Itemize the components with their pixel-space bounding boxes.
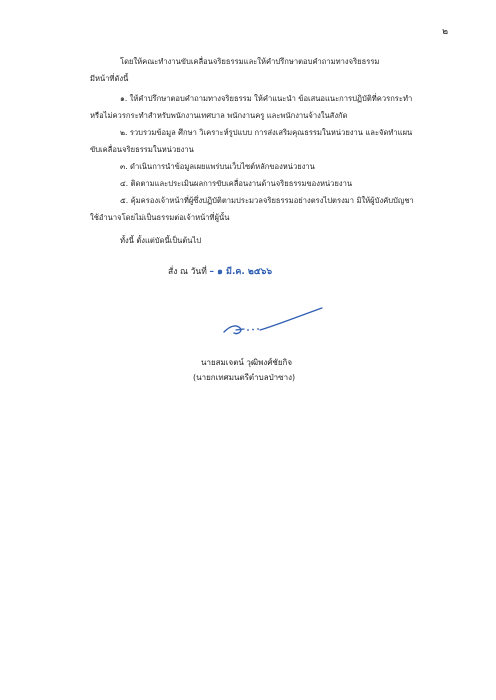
duty-1-line-2: หรือไม่ควรกระทำสำหรับพนักงานเทศบาล พนักงานครู และพนักงานจ้างในสังกัด xyxy=(90,111,348,120)
duty-2-line-2: ขับเคลื่อนจริยธรรมในหน่วยงาน xyxy=(90,145,194,154)
page-number: ๒ xyxy=(442,27,448,37)
signer-title: (นายกเทศมนตรีตำบลป่าซาง) xyxy=(193,373,296,382)
duty-4-line-1: ๔. ติดตามและประเมินผลการขับเคลื่อนงานด้านจริยธรรมของหน่วยงาน xyxy=(120,179,353,188)
intro-line-1: โดยให้คณะทำงานขับเคลื่อนจริยธรรมและให้คำปรึกษาตอบคำถามทางจริยธรรม xyxy=(120,57,380,66)
intro-line-2: มีหน้าที่ดังนี้ xyxy=(90,74,129,83)
signer-name: นายสมเจตน์ วุฒิพงศ์ชัยกิจ xyxy=(201,358,293,367)
duty-2-line-1: ๒. รวบรวมข้อมูล ศึกษา วิเคราะห์รูปแบบ การส่งเสริมคุณธรรมในหน่วยงาน และจัดทำแผน xyxy=(120,128,413,137)
signed-prefix: สั่ง ณ วันที่ xyxy=(168,267,207,277)
order-body xyxy=(90,56,450,246)
handwritten-signature xyxy=(210,304,330,344)
signed-date: – ๑ มี.ค. ๒๕๖๖ xyxy=(209,267,273,277)
duty-5-line-1: ๕. คุ้มครองเจ้าหน้าที่ผู้ซึ่งปฏิบัติตามประมวลจริยธรรมอย่างตรงไปตรงมา มิให้ผู้บังคับบัญชา xyxy=(120,196,414,205)
duty-3-line-1: ๓. ดำเนินการนำข้อมูลเผยแพร่บนเว็บไซต์หลักของหน่วยงาน xyxy=(120,162,315,171)
signed-date-line xyxy=(168,264,272,278)
duty-1-line-1: ๑. ให้คำปรึกษาตอบคำถามทางจริยธรรม ให้คำแนะนำ ข้อเสนอแนะการปฏิบัติที่ควรกระทำ xyxy=(120,94,413,103)
closing-line: ทั้งนี้ ตั้งแต่บัดนี้เป็นต้นไป xyxy=(120,236,202,245)
duty-5-line-2: ใช้อำนาจโดยไม่เป็นธรรมต่อเจ้าหน้าที่ผู้นั้น xyxy=(90,213,230,222)
